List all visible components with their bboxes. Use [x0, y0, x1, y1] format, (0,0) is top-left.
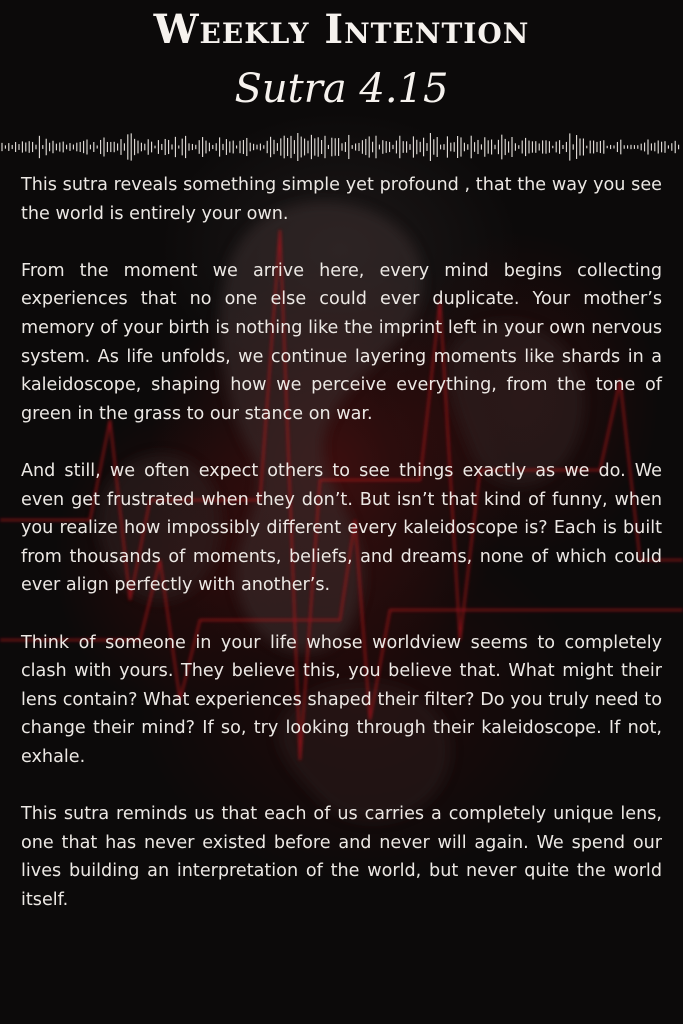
paragraph-3: And still, we often expect others to see things exactly as we do. We even get frustrated when they don’t. But isn’t that kind of funny, when you realize how impossibly different every kaleidoscope is? Each is built from thousands of moments, beliefs, and dreams, none of which could ever align perfectly with another’s. — [21, 460, 662, 596]
paragraph-2: From the moment we arrive here, every mind begins collecting experiences that no one else could ever duplicate. Your mother’s memory of your birth is nothing like the imprint left in your own nervous system. As life unfolds, we continue layering moments like shards in a kaleidoscope, shaping how we perceive everything, from the tone of green in the grass to our stance on war. — [21, 260, 662, 424]
paragraph-4: Think of someone in your life whose worldview seems to completely clash with yours. They believe this, you believe that. What might their lens contain? What experiences shaped their filter? Do you truly need to change their mind? If so, try looking through their kaleidoscope. If not, exhale. — [21, 632, 662, 767]
paragraph-1: This sutra reveals something simple yet profound , that the way you see the world is entirely your own. — [21, 175, 662, 224]
page-title: Weekly Intention — [153, 6, 530, 53]
paragraph-5: This sutra reminds us that each of us carries a completely unique lens, one that has never existed before and never will again. We spend our lives building an interpretation of the world, but never quite the world itself. — [21, 804, 662, 910]
soundwave-divider — [0, 133, 683, 161]
page-subtitle: Sutra 4.15 — [234, 66, 449, 112]
body-text — [21, 171, 662, 943]
